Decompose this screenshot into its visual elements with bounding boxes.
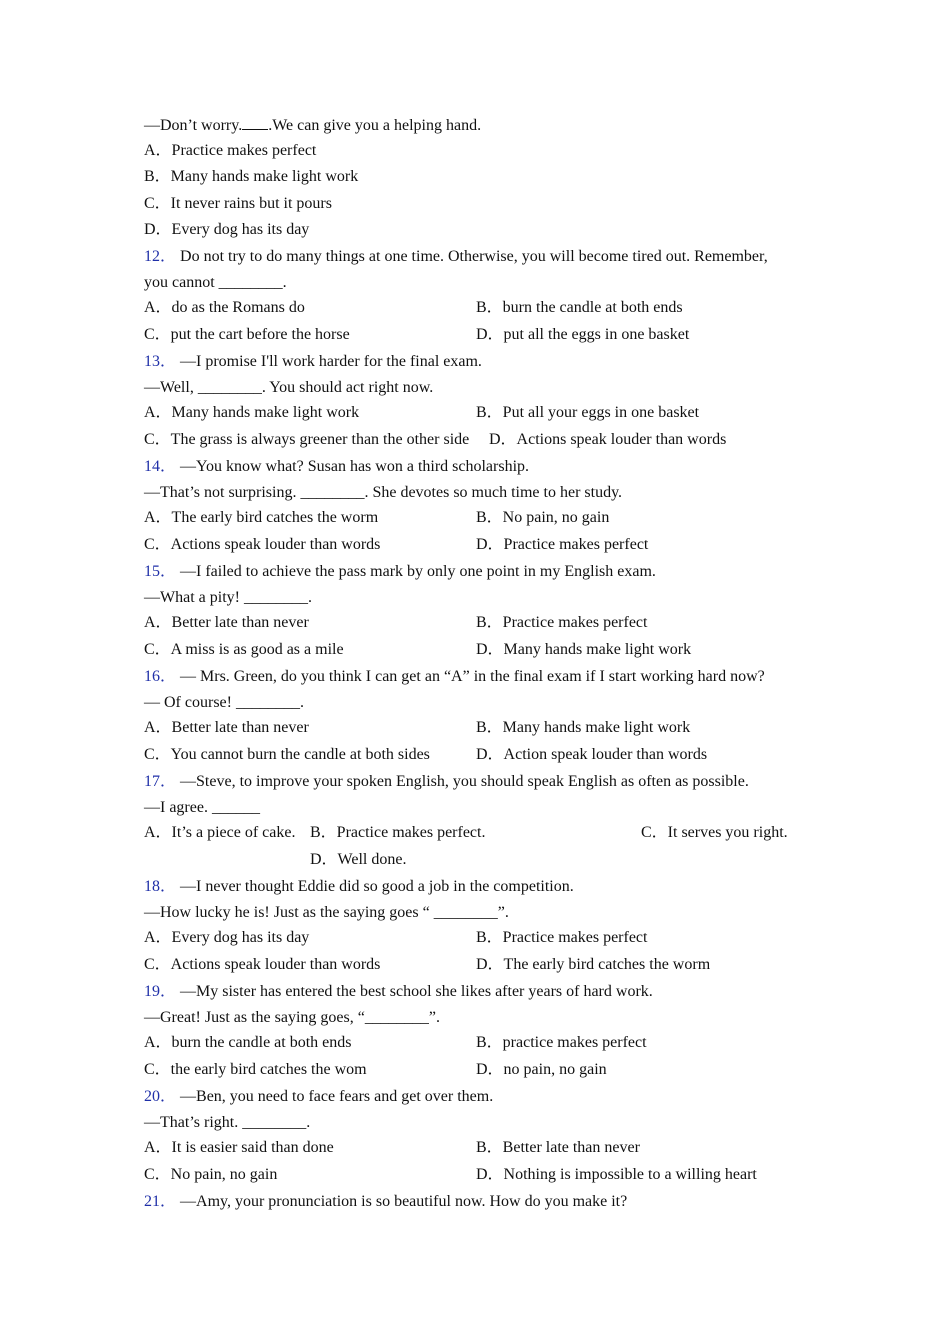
q17-option-b: B．Practice makes perfect. (310, 824, 486, 841)
q19-option-d: D．no pain, no gain (476, 1061, 607, 1078)
q15-dialog-line1: 15． —I failed to achieve the pass mark by only one point in my English exam. (144, 563, 656, 580)
q20-option-d: D．Nothing is impossible to a willing heart (476, 1166, 757, 1183)
q20-option-c: C．No pain, no gain (144, 1166, 278, 1183)
q19-option-b: B．practice makes perfect (476, 1034, 647, 1051)
q19-dialog-line2: —Great! Just as the saying goes, “________”. (144, 1009, 440, 1026)
q15-option-a: A．Better late than never (144, 614, 309, 631)
q15-dialog-line2: —What a pity! ________. (144, 589, 312, 606)
q17-option-c: C．It serves you right. (641, 824, 788, 841)
q17-option-a: A．It’s a piece of cake. (144, 824, 296, 841)
q16-option-b: B．Many hands make light work (476, 719, 691, 736)
q17-dialog-line1: 17． —Steve, to improve your spoken English, you should speak English as often as possible. (144, 773, 749, 790)
q11-option-a: A．Practice makes perfect (144, 142, 317, 159)
q11-option-b: B．Many hands make light work (144, 168, 359, 185)
q12-option-c: C．put the cart before the horse (144, 326, 350, 343)
q16-option-c: C．You cannot burn the candle at both sides (144, 746, 430, 763)
question-number: 18． (144, 878, 177, 895)
q15-option-c: C．A miss is as good as a mile (144, 641, 344, 658)
q18-option-c: C．Actions speak louder than words (144, 956, 381, 973)
q18-option-b: B．Practice makes perfect (476, 929, 648, 946)
q11-dialog-line: —Don’t worry. .We can give you a helping hand. (144, 117, 482, 134)
q11-option-c: C．It never rains but it pours (144, 195, 332, 212)
q14-option-c: C．Actions speak louder than words (144, 536, 381, 553)
q12-option-b: B．burn the candle at both ends (476, 299, 683, 316)
q14-option-b: B．No pain, no gain (476, 509, 610, 526)
question-number: 21． (144, 1193, 177, 1210)
question-number: 16． (144, 668, 177, 685)
q16-option-d: D．Action speak louder than words (476, 746, 708, 763)
q19-option-c: C．the early bird catches the wom (144, 1061, 367, 1078)
q18-dialog-line1: 18． —I never thought Eddie did so good a job in the competition. (144, 878, 574, 895)
q12-stem-line2: you cannot ________. (144, 274, 287, 291)
q16-dialog-line2: — Of course! ________. (144, 694, 304, 711)
question-number: 14． (144, 458, 177, 475)
q12-stem-line1: 12． Do not try to do many things at one time. Otherwise, you will become tired out. Remember, (144, 248, 768, 265)
q15-option-b: B．Practice makes perfect (476, 614, 648, 631)
q13-dialog-line1: 13． —I promise I'll work harder for the final exam. (144, 353, 482, 370)
q13-option-c: C．The grass is always greener than the other side (144, 431, 470, 448)
q20-dialog-line2: —That’s right. ________. (144, 1114, 311, 1131)
blank-line (242, 115, 268, 130)
q20-dialog-line1: 20． —Ben, you need to face fears and get over them. (144, 1088, 494, 1105)
q13-option-b: B．Put all your eggs in one basket (476, 404, 700, 421)
q18-option-a: A．Every dog has its day (144, 929, 310, 946)
q12-option-d: D．put all the eggs in one basket (476, 326, 690, 343)
q16-option-a: A．Better late than never (144, 719, 309, 736)
q13-dialog-line2: —Well, ________. You should act right now. (144, 379, 434, 396)
q15-option-d: D．Many hands make light work (476, 641, 692, 658)
q14-option-d: D．Practice makes perfect (476, 536, 649, 553)
question-number: 13． (144, 353, 177, 370)
q19-dialog-line1: 19． —My sister has entered the best school she likes after years of hard work. (144, 983, 653, 1000)
question-number: 20． (144, 1088, 177, 1105)
question-number: 17． (144, 773, 177, 790)
q19-option-a: A．burn the candle at both ends (144, 1034, 352, 1051)
q14-dialog-line2: —That’s not surprising. ________. She devotes so much time to her study. (144, 484, 623, 501)
q18-option-d: D．The early bird catches the worm (476, 956, 711, 973)
q17-dialog-line2: —I agree. ______ (144, 799, 260, 816)
question-number: 12． (144, 248, 177, 265)
q12-option-a: A．do as the Romans do (144, 299, 305, 316)
q14-dialog-line1: 14． —You know what? Susan has won a third scholarship. (144, 458, 530, 475)
q21-dialog-line1: 21． —Amy, your pronunciation is so beautiful now. How do you make it? (144, 1193, 628, 1210)
q20-option-b: B．Better late than never (476, 1139, 640, 1156)
q13-option-d: D．Actions speak louder than words (489, 431, 727, 448)
q17-option-d: D．Well done. (310, 851, 407, 868)
q20-option-a: A．It is easier said than done (144, 1139, 334, 1156)
q18-dialog-line2: —How lucky he is! Just as the saying goes “ ________”. (144, 904, 509, 921)
q16-dialog-line1: 16． — Mrs. Green, do you think I can get an “A” in the final exam if I start working hard now? (144, 668, 765, 685)
question-number: 15． (144, 563, 177, 580)
q14-option-a: A．The early bird catches the worm (144, 509, 379, 526)
q13-option-a: A．Many hands make light work (144, 404, 360, 421)
question-number: 19． (144, 983, 177, 1000)
q11-option-d: D．Every dog has its day (144, 221, 310, 238)
